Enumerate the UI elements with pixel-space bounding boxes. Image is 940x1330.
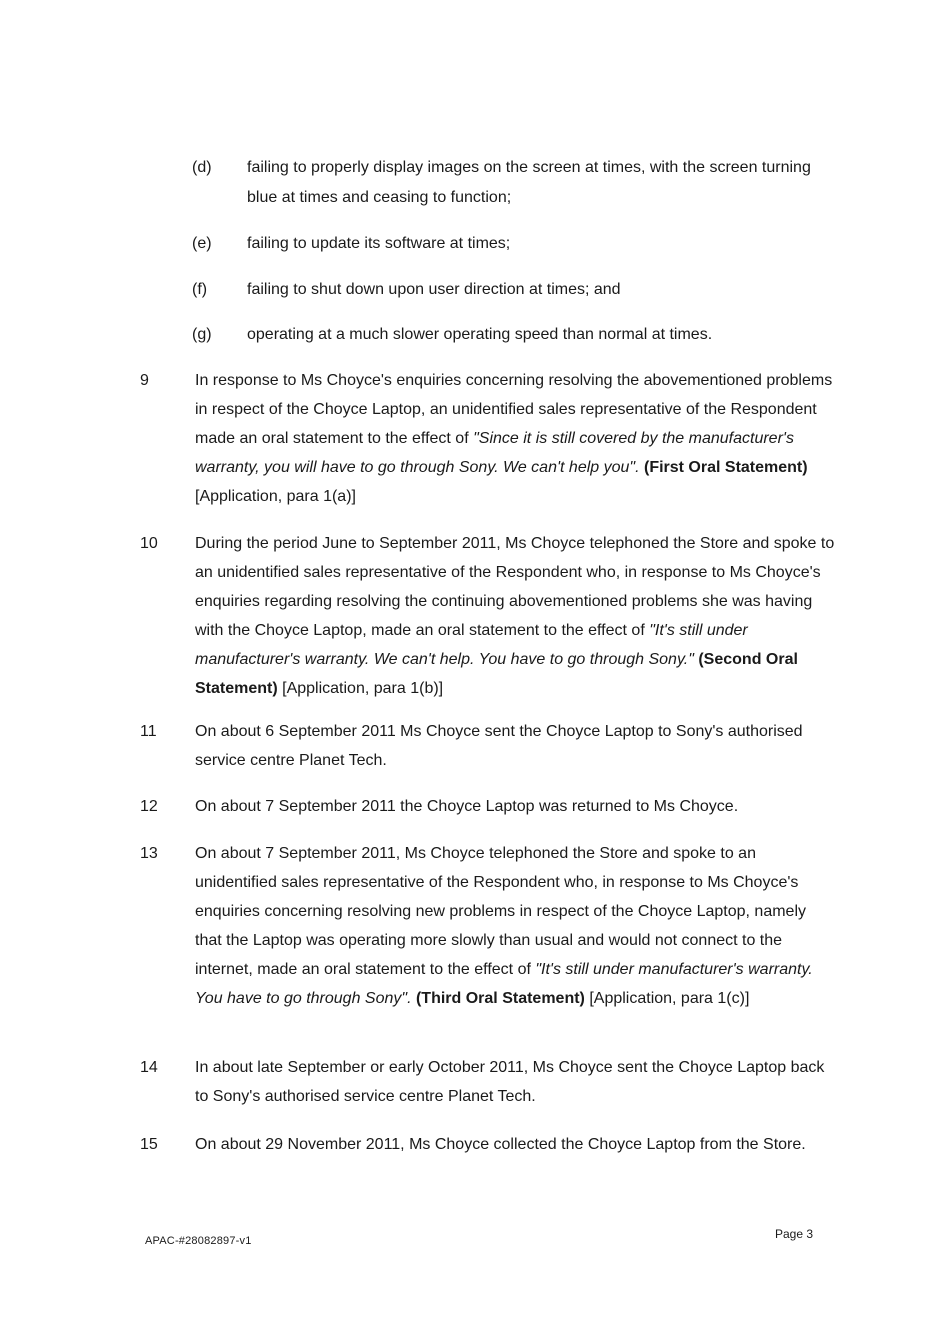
- application-reference: [Application, para 1(b)]: [277, 680, 444, 697]
- quoted-statement: "Since it is still covered by the manufacturer's warranty, you will have to go through Sony. We can't help you".: [195, 430, 794, 476]
- item-text: failing to shut down upon user direction at times; and: [247, 281, 621, 298]
- paragraph-body: In response to Ms Choyce's enquiries concerning resolving the abovementioned problems in respect of the Choyce Laptop, an unidentified sales representative of the Respondent made an oral statement to the effect of: [195, 372, 833, 447]
- paragraph-text: [195, 529, 835, 703]
- document-id: APAC-#28082897-v1: [145, 1235, 252, 1247]
- item-label: (d): [192, 159, 212, 176]
- paragraph-number: 9: [140, 372, 149, 389]
- item-text: failing to properly display images on the screen at times, with the screen turning blue at times and ceasing to function;: [247, 159, 811, 206]
- item-text: failing to update its software at times;: [247, 235, 511, 252]
- paragraph-text: [195, 839, 835, 1013]
- paragraph-text: On about 6 September 2011 Ms Choyce sent the Choyce Laptop to Sony's authorised service centre Planet Tech.: [195, 723, 803, 769]
- item-label: (g): [192, 326, 212, 343]
- paragraph-number: 10: [140, 535, 158, 552]
- paragraph-text: On about 7 September 2011 the Choyce Laptop was returned to Ms Choyce.: [195, 798, 739, 815]
- paragraph-text: On about 29 November 2011, Ms Choyce collected the Choyce Laptop from the Store.: [195, 1136, 806, 1153]
- item-label: (e): [192, 235, 212, 252]
- paragraph-number: 15: [140, 1136, 158, 1153]
- defined-term: (First Oral Statement): [643, 459, 808, 476]
- item-text: operating at a much slower operating speed than normal at times.: [247, 326, 713, 343]
- paragraph-text: [195, 366, 835, 511]
- application-reference: [Application, para 1(a)]: [195, 488, 356, 505]
- paragraph-number: 14: [140, 1059, 158, 1076]
- page-number: Page 3: [775, 1227, 814, 1241]
- paragraph-body: On about 7 September 2011, Ms Choyce telephoned the Store and spoke to an unidentified sales representative of the Respondent who, in response to Ms Choyce's enquiries concerning resolving new problems in respect of the Choyce Laptop, namely that the Laptop was operating more slowly than usual and would not connect to the internet, made an oral statement to the effect of: [195, 845, 807, 978]
- defined-term: (Third Oral Statement): [415, 990, 585, 1007]
- paragraph-text: In about late September or early October 2011, Ms Choyce sent the Choyce Laptop back to Sony's authorised service centre Planet Tech.: [195, 1059, 825, 1105]
- paragraph-number: 12: [140, 798, 158, 815]
- defined-term: (Second Oral Statement): [195, 651, 798, 697]
- quoted-statement: "It's still under manufacturer's warranty. You have to go through Sony".: [195, 961, 813, 1007]
- paragraph-number: 13: [140, 845, 158, 862]
- paragraph-body: During the period June to September 2011, Ms Choyce telephoned the Store and spoke to an unidentified sales representative of the Respondent who, in response to Ms Choyce's enquiries regarding resolving the continuing abovementioned problems she was having with the Choyce Laptop, made an oral statement to the effect of: [195, 535, 835, 639]
- quoted-statement: "It's still under manufacturer's warranty. We can't help. You have to go through Sony.": [195, 622, 748, 668]
- item-label: (f): [192, 281, 208, 298]
- application-reference: [Application, para 1(c)]: [584, 990, 750, 1007]
- paragraph-number: 11: [140, 723, 157, 740]
